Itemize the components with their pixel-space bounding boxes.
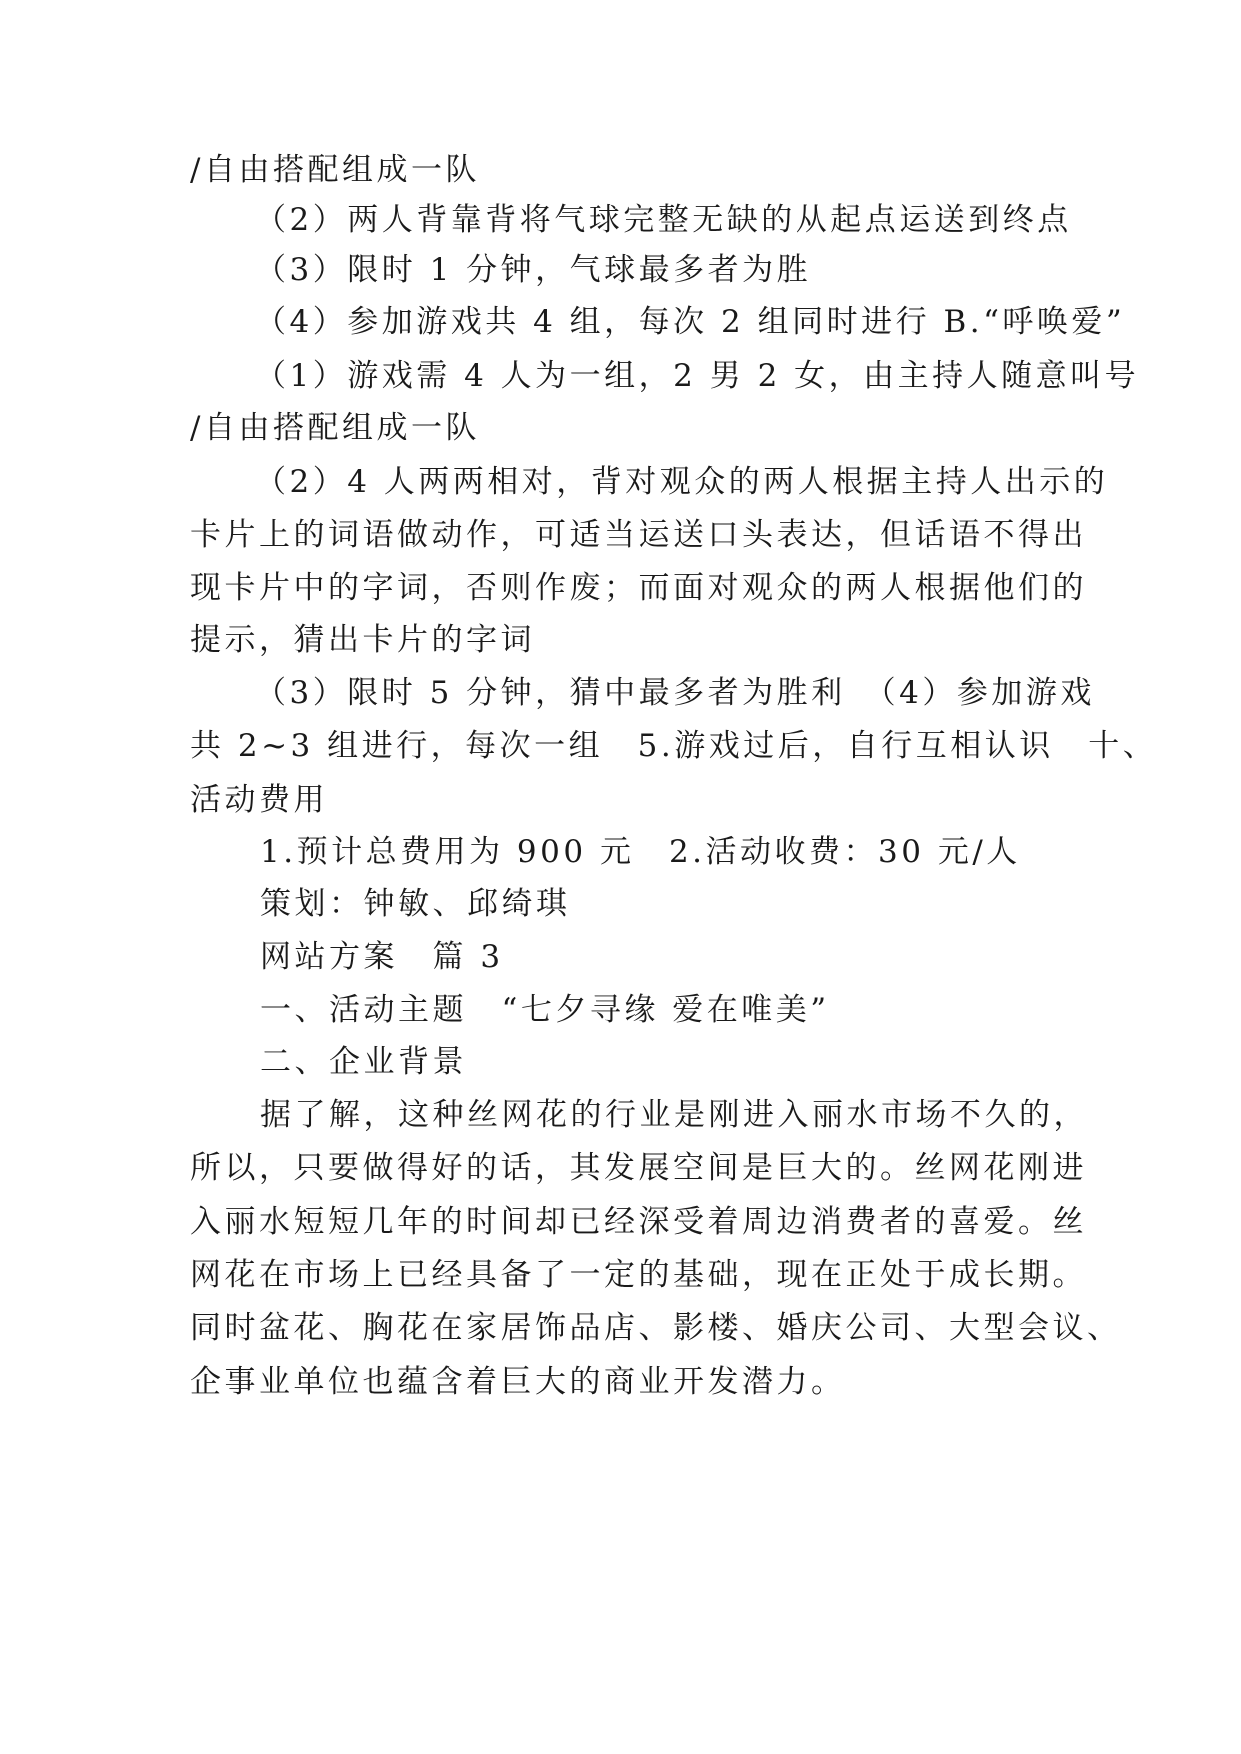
text-line: /自由搭配组成一队 — [190, 410, 480, 446]
text-line: 活动费用 — [190, 782, 328, 818]
text-line: 提示，猜出卡片的字词 — [190, 622, 535, 658]
text-line: （4）参加游戏共 4 组，每次 2 组同时进行 B.“呼唤爱” — [255, 304, 1126, 340]
text-line: 网花在市场上已经具备了一定的基础，现在正处于成长期。 — [190, 1257, 1087, 1293]
text-line: （2）4 人两两相对，背对观众的两人根据主持人出示的 — [255, 464, 1109, 500]
text-line: 所以，只要做得好的话，其发展空间是巨大的。丝网花刚进 — [190, 1150, 1087, 1186]
text-line: 同时盆花、胸花在家居饰品店、影楼、婚庆公司、大型会议、 — [190, 1310, 1122, 1346]
text-line: 共 2~3 组进行，每次一组 5.游戏过后，自行互相认识 十、 — [190, 728, 1158, 764]
text-line: 策划：钟敏、邱绮琪 — [260, 886, 571, 922]
text-line: 网站方案 篇 3 — [260, 939, 504, 975]
text-line: 1.预计总费用为 900 元 2.活动收费：30 元/人 — [260, 834, 1021, 870]
text-line: （3）限时 5 分钟，猜中最多者为胜利 （4）参加游戏 — [255, 675, 1095, 711]
text-line: （2）两人背靠背将气球完整无缺的从起点运送到终点 — [255, 202, 1072, 238]
text-line: /自由搭配组成一队 — [190, 152, 480, 188]
text-line: 一、活动主题 “七夕寻缘 爱在唯美” — [260, 992, 830, 1028]
text-line: 入丽水短短几年的时间却已经深受着周边消费者的喜爱。丝 — [190, 1204, 1087, 1240]
text-line: 现卡片中的字词，否则作废；而面对观众的两人根据他们的 — [190, 570, 1087, 606]
text-line: 卡片上的词语做动作，可适当运送口头表达，但话语不得出 — [190, 517, 1087, 553]
text-line: 企事业单位也蕴含着巨大的商业开发潜力。 — [190, 1364, 846, 1400]
text-line: 二、企业背景 — [260, 1044, 467, 1080]
text-line: 据了解，这种丝网花的行业是刚进入丽水市场不久的， — [260, 1097, 1088, 1133]
text-line: （1）游戏需 4 人为一组，2 男 2 女，由主持人随意叫号 — [255, 358, 1140, 394]
text-line: （3）限时 1 分钟，气球最多者为胜 — [255, 252, 812, 288]
